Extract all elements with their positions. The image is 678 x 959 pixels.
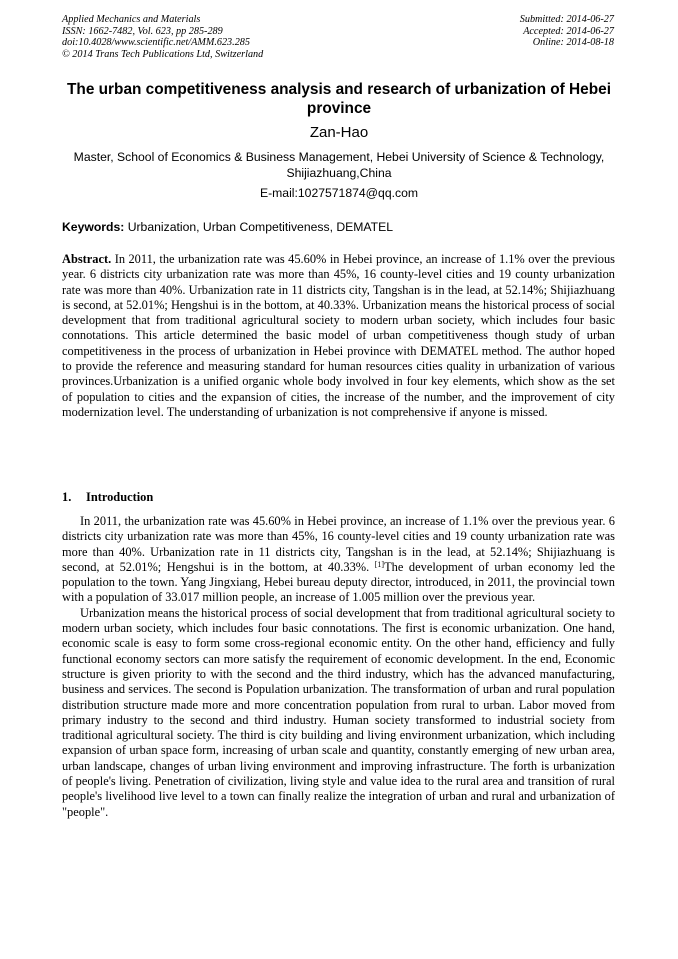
journal-header — [62, 14, 263, 60]
keywords — [62, 220, 618, 235]
intro-paragraph-1-text: In 2011, the urbanization rate was 45.60% in Hebei province, an increase of 1.1% over the previous year. 6 districts city urbanization rate was more than 45%, 16 county-level cities and 19 county urbanization rate was more than 40%. Urbanization rate in 11 districts city, Tangshan is in the lead, at 52.14%; Shijiazhuang is second, at 52.01%; Hengshui is in the bottom, at 40.33%. — [62, 514, 615, 574]
intro-paragraph-2: Urbanization means the historical process of social development that from traditional agricultural society to modern urban society, which includes four basic connotations. The first is economic urbanization. One hand, economic scale is easy to form some cross-regional economic entity. On the other hand, efficiency and fully functional economy sectors can more satisfy the requirement of economic development. In the end, Economic structure is given priority to with the second and the third industry, which has the advanced manufacturing, business and services. The second is Population urbanization. The transformation of urban and rural population distribution structure made more and more concentration population from rural to urban. Labor moved from primary industry to the second and third industry. Human society transformed to industrial society from traditional agricultural society. The third is city building and living environment urbanization, which including expansion of urban space form, increasing of urban scale and quantity, constantly emerging of new urban area, urban landscape, changes of urban living environment and improving infrastructure. The forth is urbanization of people's living. Penetration of civilization, living style and value idea to the rural area and transition of rural people's livelihood live level to a town can finally realize the integration of urban and rural and urbanization of "people". — [62, 605, 615, 819]
abstract — [62, 252, 615, 420]
online-date: Online: 2014-08-18 — [532, 37, 614, 49]
section-title: Introduction — [86, 490, 154, 504]
journal-doi: doi:10.4028/www.scientific.net/AMM.623.285 — [62, 37, 250, 49]
intro-paragraph-1-cont: The development of urban economy led the population to the town. Yang Jingxiang, Hebei bureau deputy director, introduced, in 2011, the provincial town with a population of 33.017 million people, an increase of 1.005 million over the previous year. — [62, 559, 615, 605]
author-email: E-mail:1027571874@qq.com — [259, 186, 419, 200]
keywords-label: Keywords: — [62, 220, 125, 234]
section-number: 1. — [62, 490, 72, 504]
author-name: Zan-Hao — [309, 124, 369, 141]
citation-ref: [1] — [374, 559, 385, 569]
abstract-label: Abstract. — [62, 252, 112, 266]
accepted-date: Accepted: 2014-06-27 — [523, 25, 614, 37]
paper-title: The urban competitiveness analysis and research of urbanization of Hebei province — [67, 81, 611, 117]
journal-copyright: © 2014 Trans Tech Publications Ltd, Switzerland — [62, 48, 264, 60]
abstract-text: In 2011, the urbanization rate was 45.60% in Hebei province, an increase of 1.1% over the previous year. 6 districts city urbanization rate was more than 45%, 16 county-level cities and 19 county urbanization rate was more than 40%. Urbanization rate in 11 districts city, Tangshan is in the lead, at 52.14%; Shijiazhuang is second, at 52.01%; Hengshui is in the bottom, at 40.33%. Urbanization means the historical process of social development that from traditional agricultural society to modern urban society, which includes four basic connotations. This article determined the basic model of urban competitiveness though study of urban competitiveness in the process of urbanization in Hebei province with DEMATEL method. The author hoped to provide the reference and measuring standard for human resources cities quality in urbanization of various provinces.Urbanization is a unified organic whole body involved in four key elements, which show as the set of population to cities and the expansion of cities, the increase of the number, and the improvement of city modernization level. The understanding of urbanization is not comprehensive if anyone is missed. — [62, 252, 615, 419]
journal-name: Applied Mechanics and Materials — [62, 14, 201, 25]
introduction-body — [62, 514, 615, 820]
submitted-date: Submitted: 2014-06-27 — [519, 14, 614, 25]
dates-header — [520, 14, 614, 49]
journal-issn: ISSN: 1662-7482, Vol. 623, pp 285-289 — [62, 25, 223, 37]
section-heading — [62, 490, 153, 505]
keywords-text: Urbanization, Urban Competitiveness, DEMATEL — [124, 220, 393, 234]
author-affiliation: Master, School of Economics & Business Management, Hebei University of Science & Technology, Shijiazhuang,China — [73, 150, 605, 180]
intro-paragraph-1 — [62, 514, 615, 606]
